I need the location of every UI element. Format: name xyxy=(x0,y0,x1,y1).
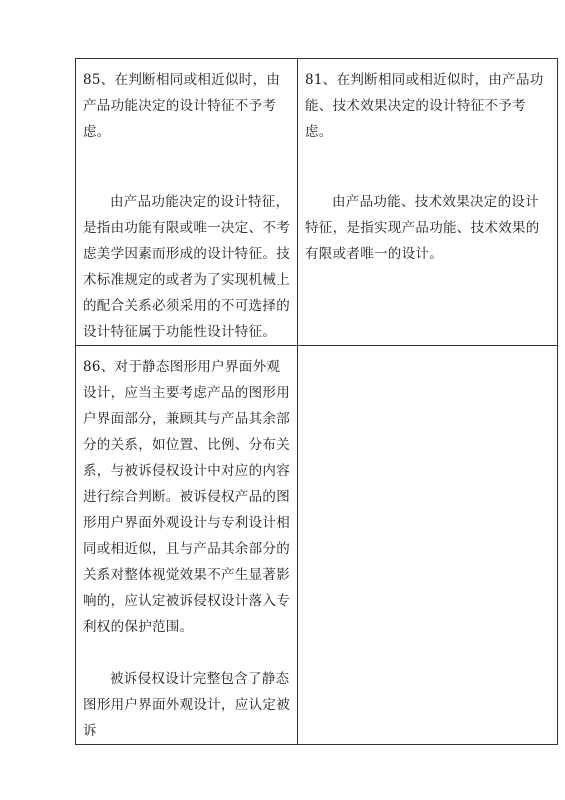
explanation-text: 被诉侵权设计完整包含了静态图形用户界面外观设计，应认定被诉 xyxy=(83,671,290,739)
clause-text: 85、在判断相同或相近似时，由产品功能决定的设计特征不予考虑。 xyxy=(83,72,281,140)
table-cell-right xyxy=(298,346,558,745)
table-row xyxy=(76,346,558,745)
table-cell-right xyxy=(298,59,558,346)
explanation-text: 由产品功能决定的设计特征，是指由功能有限或唯一决定、不考虑美学因素而形成的设计特征。技术标准规定的或者为了实现机械上的配合关系必须采用的不可选择的设计特征属于功能性设计特征。 xyxy=(83,194,290,340)
table-cell-left xyxy=(76,346,298,745)
explanation-text: 由产品功能、技术效果决定的设计特征，是指实现产品功能、技术效果的有限或者唯一的设计。 xyxy=(305,194,540,262)
table-row xyxy=(76,59,558,346)
table-cell-left xyxy=(76,59,298,346)
clause-text: 81、在判断相同或相近似时，由产品功能、技术效果决定的设计特征不予考虑。 xyxy=(305,72,544,140)
comparison-table xyxy=(75,58,558,745)
clause-text: 86、对于静态图形用户界面外观设计，应当主要考虑产品的图形用户界面部分，兼顾其与产品其余部分的关系，如位置、比例、分布关系，与被诉侵权设计中对应的内容进行综合判断。被诉侵权产品的图形用户界面外观设计与专利设计相同或相近似，且与产品其余部分的关系对整体视觉效果不产生显著影响的，应认定被诉侵权设计落入专利权的保护范围。 xyxy=(83,359,290,635)
